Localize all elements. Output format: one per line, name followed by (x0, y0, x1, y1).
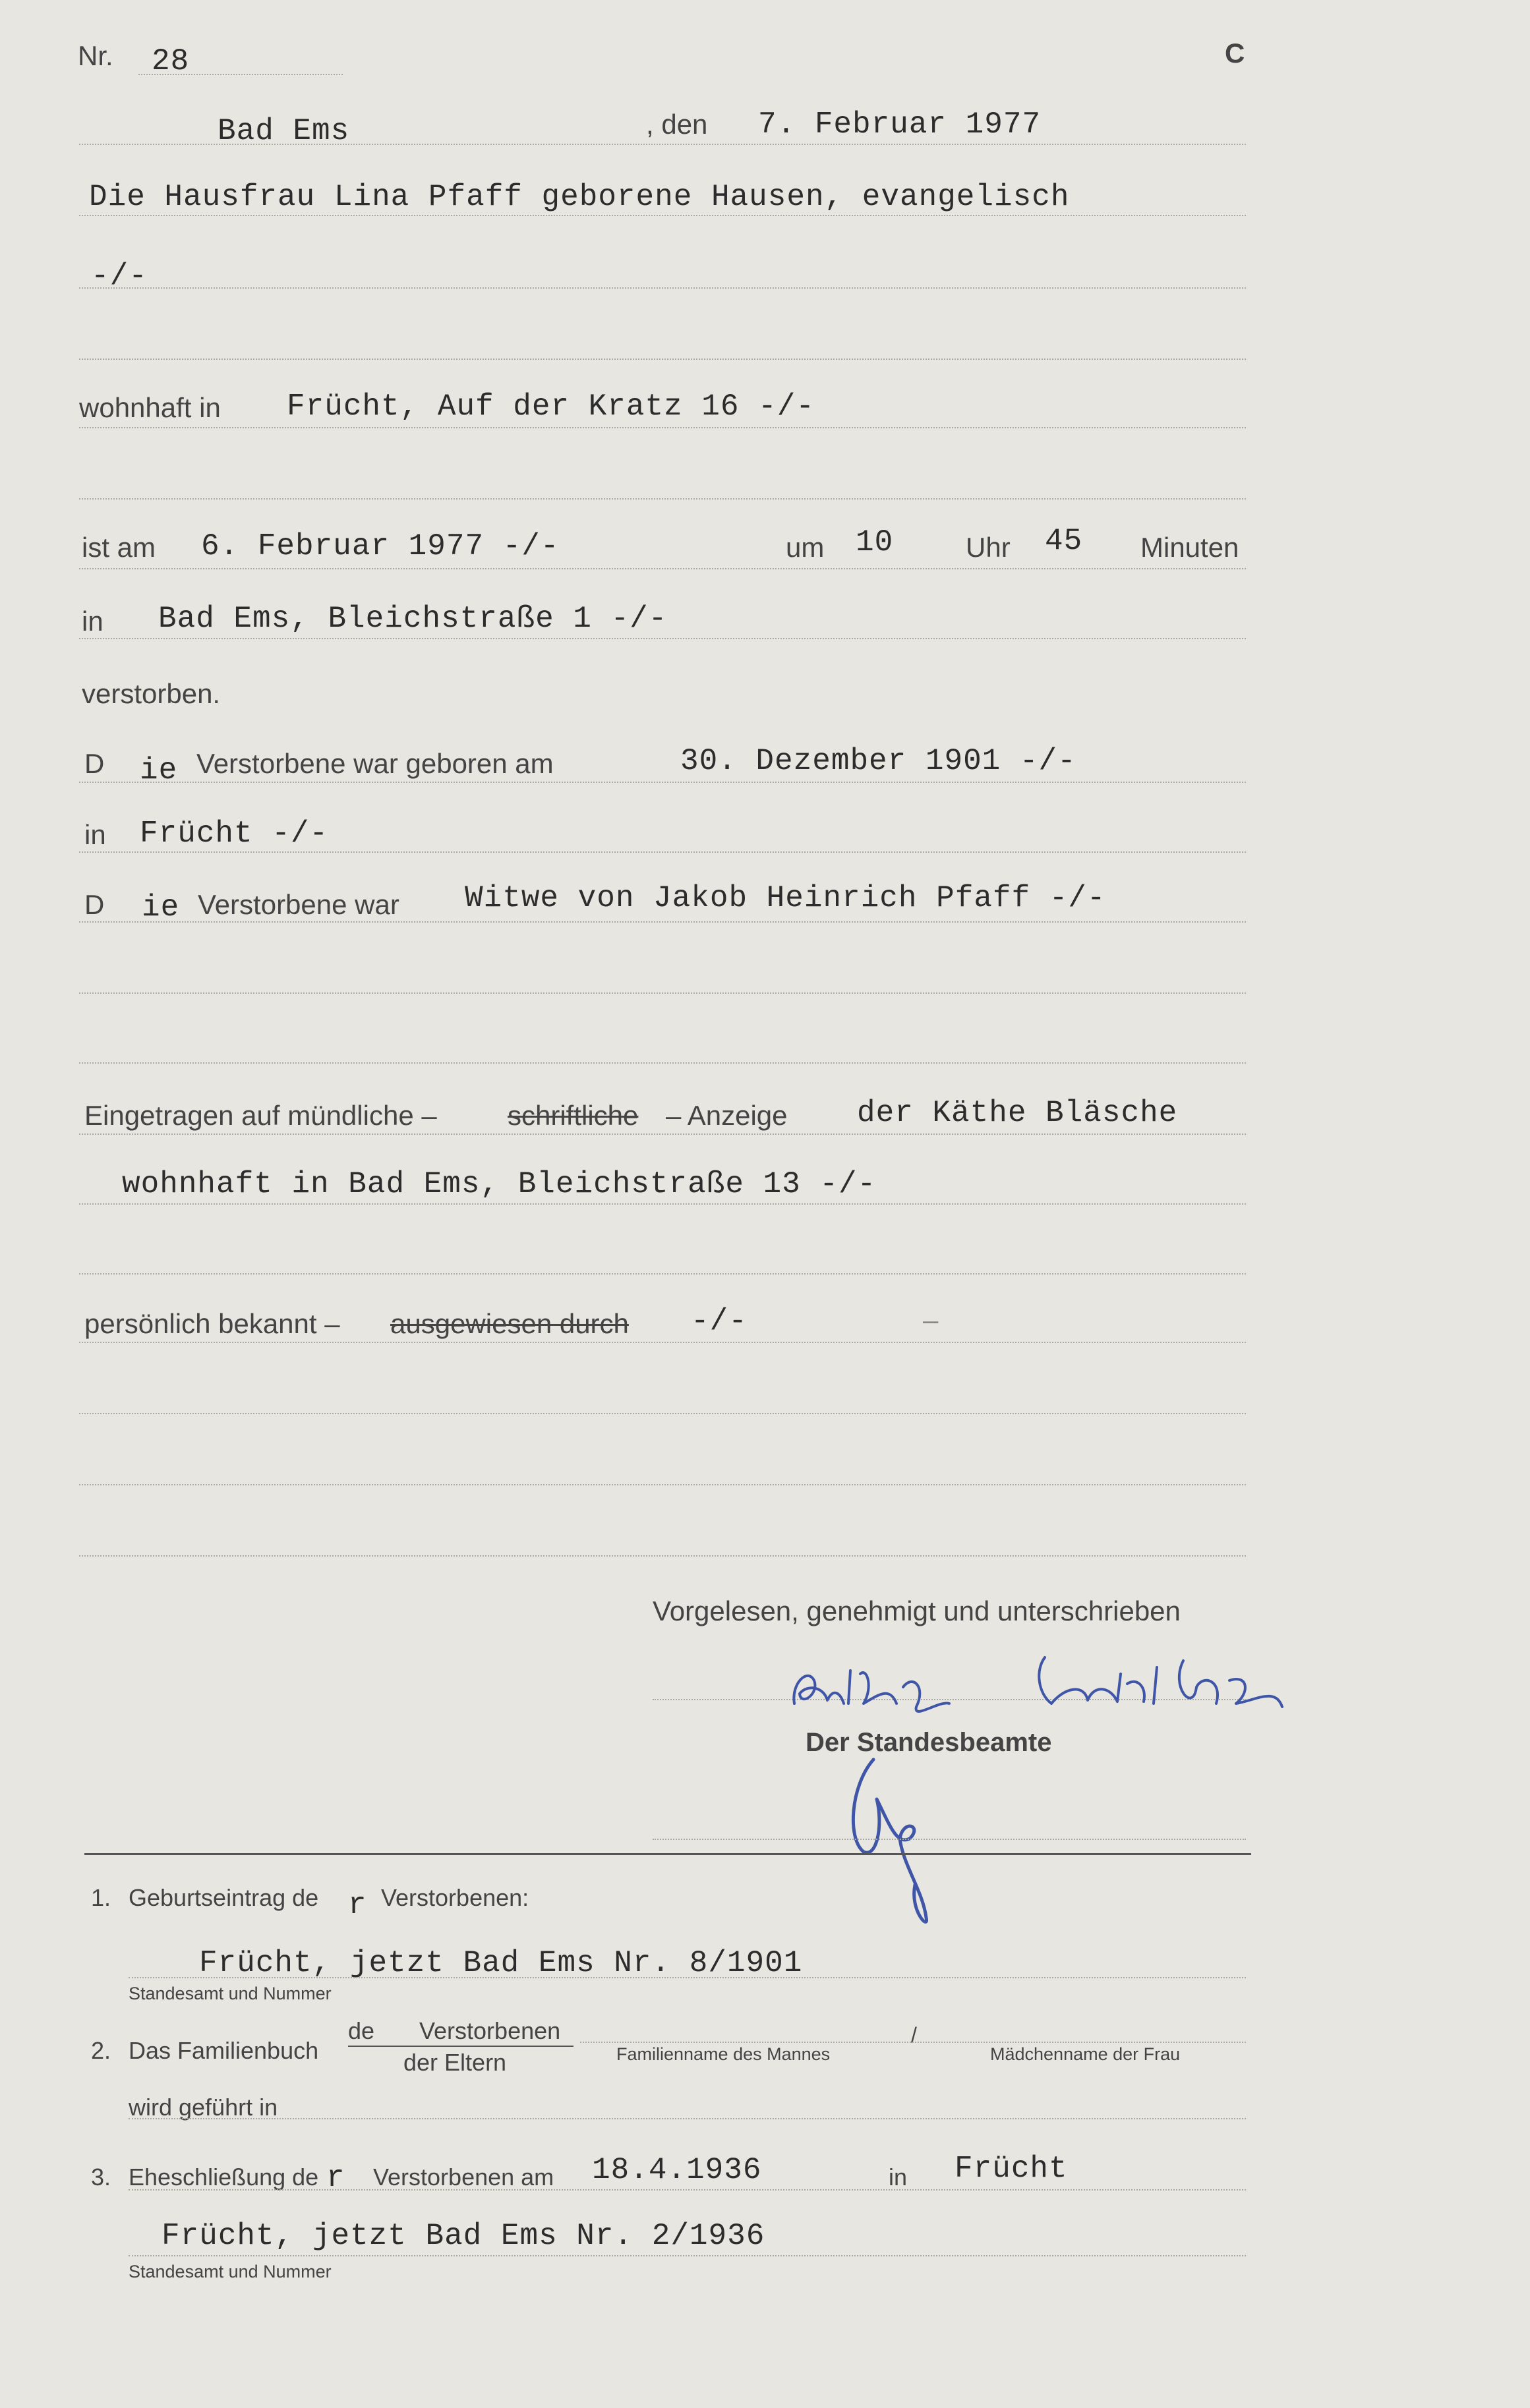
standesamt-caption-2: Standesamt und Nummer (129, 2262, 332, 2281)
reporter-name: der Käthe Bläsche (857, 1096, 1178, 1130)
report-struck: schriftliche (508, 1100, 639, 1131)
reporter-address: wohnhaft in Bad Ems, Bleichstraße 13 -/- (122, 1167, 877, 1201)
note-1-value: Frücht, jetzt Bad Ems Nr. 8/1901 (199, 1946, 803, 1980)
ist-am-label: ist am (82, 532, 156, 563)
uhr-label: Uhr (966, 532, 1011, 563)
in-label: in (84, 819, 106, 850)
death-date: 6. Februar 1977 -/- (201, 529, 560, 563)
read-approved-signed: Vorgelesen, genehmigt und unterschrieben (653, 1595, 1181, 1626)
line (79, 215, 1246, 216)
identity-value: -/- (691, 1304, 748, 1338)
note-2-de: de (348, 2017, 375, 2044)
death-place: Bad Ems, Bleichstraße 1 -/- (158, 602, 668, 636)
line (79, 1342, 1246, 1343)
identity-struck: ausgewiesen durch (390, 1308, 629, 1339)
den-label: , den (646, 109, 708, 140)
note-2-eltern: der Eltern (403, 2049, 507, 2076)
line (79, 782, 1246, 783)
line (79, 1413, 1246, 1414)
line (79, 851, 1246, 853)
nr-label: Nr. (78, 40, 113, 71)
deceased-line-1: Die Hausfrau Lina Pfaff geborene Hausen, evangelisch (89, 180, 1070, 214)
note-2-kept-in: wird geführt in (129, 2094, 278, 2121)
marriage-place: Frücht (955, 2152, 1068, 2186)
standesamt-caption: Standesamt und Nummer (129, 1984, 332, 2003)
note-3-in: in (889, 2164, 908, 2191)
fraction-line (348, 2046, 574, 2047)
identity-label: persönlich bekannt – (84, 1308, 340, 1339)
note-3-value: Frücht, jetzt Bad Ems Nr. 2/1936 (162, 2219, 765, 2253)
note-2-husband-caption: Familienname des Mannes (616, 2044, 831, 2064)
line (79, 992, 1246, 994)
note-3-label: Eheschließung de (129, 2164, 319, 2191)
identity-dash: – (923, 1304, 939, 1335)
minuten-label: Minuten (1140, 532, 1239, 563)
um-label: um (786, 532, 825, 563)
residence-label: wohnhaft in (79, 392, 221, 423)
reporter-signature (788, 1648, 1295, 1720)
status-label: Verstorbene war (198, 889, 399, 920)
d-label: D (84, 889, 105, 920)
line (79, 1062, 1246, 1064)
place: Bad Ems (218, 114, 350, 148)
line (79, 358, 1246, 360)
in-label: in (82, 606, 103, 637)
deceased-line-2: -/- (91, 259, 148, 293)
report-prefix: Eingetragen auf mündliche – (84, 1100, 437, 1131)
ie-suffix: ie (142, 890, 180, 925)
nr-value: 28 (152, 44, 190, 78)
line (129, 2118, 1246, 2119)
line (79, 1484, 1246, 1485)
marriage-date: 18.4.1936 (592, 2153, 762, 2187)
note-2-verstorbenen: Verstorbenen (419, 2017, 561, 2044)
death-minute: 45 (1045, 524, 1083, 558)
line (79, 921, 1246, 923)
note-3-number: 3. (91, 2164, 111, 2191)
note-1-suffix: r (348, 1888, 367, 1922)
birth-label: Verstorbene war geboren am (196, 748, 554, 779)
line (79, 427, 1246, 428)
line (79, 638, 1246, 639)
nr-line (138, 74, 343, 75)
form-letter: C (1225, 38, 1245, 69)
line (129, 2255, 1246, 2256)
residence-value: Frücht, Auf der Kratz 16 -/- (287, 389, 815, 424)
line (79, 1273, 1246, 1275)
line (653, 1839, 1246, 1840)
status-value: Witwe von Jakob Heinrich Pfaff -/- (465, 881, 1106, 915)
ie-suffix: ie (140, 753, 178, 788)
line (129, 2189, 1246, 2191)
note-1-label-b: Verstorbenen: (381, 1884, 529, 1911)
registrar-title: Der Standesbeamte (806, 1728, 1052, 1757)
line (129, 1977, 1246, 1978)
line (79, 568, 1246, 569)
line (79, 144, 1246, 145)
note-3-label-b: Verstorbenen am (373, 2164, 554, 2191)
note-1-label: Geburtseintrag de (129, 1884, 319, 1911)
note-2-slash: / (911, 2023, 917, 2047)
d-label: D (84, 748, 105, 779)
line (79, 1203, 1246, 1205)
line (79, 1133, 1246, 1135)
note-2-number: 2. (91, 2037, 111, 2064)
birth-date: 30. Dezember 1901 -/- (680, 744, 1076, 778)
report-suffix: – Anzeige (666, 1100, 788, 1131)
line (79, 1555, 1246, 1557)
date: 7. Februar 1977 (758, 107, 1042, 142)
line (79, 287, 1246, 289)
note-2-wife-caption: Mädchenname der Frau (990, 2044, 1181, 2064)
verstorben-label: verstorben. (82, 678, 221, 709)
birth-place: Frücht -/- (140, 817, 329, 851)
death-hour: 10 (856, 525, 894, 559)
section-divider (84, 1853, 1251, 1855)
note-2-label: Das Familienbuch (129, 2037, 319, 2064)
line (79, 498, 1246, 500)
line (580, 2042, 1246, 2043)
note-3-suffix: r (326, 2161, 345, 2195)
note-1-number: 1. (91, 1884, 111, 1911)
